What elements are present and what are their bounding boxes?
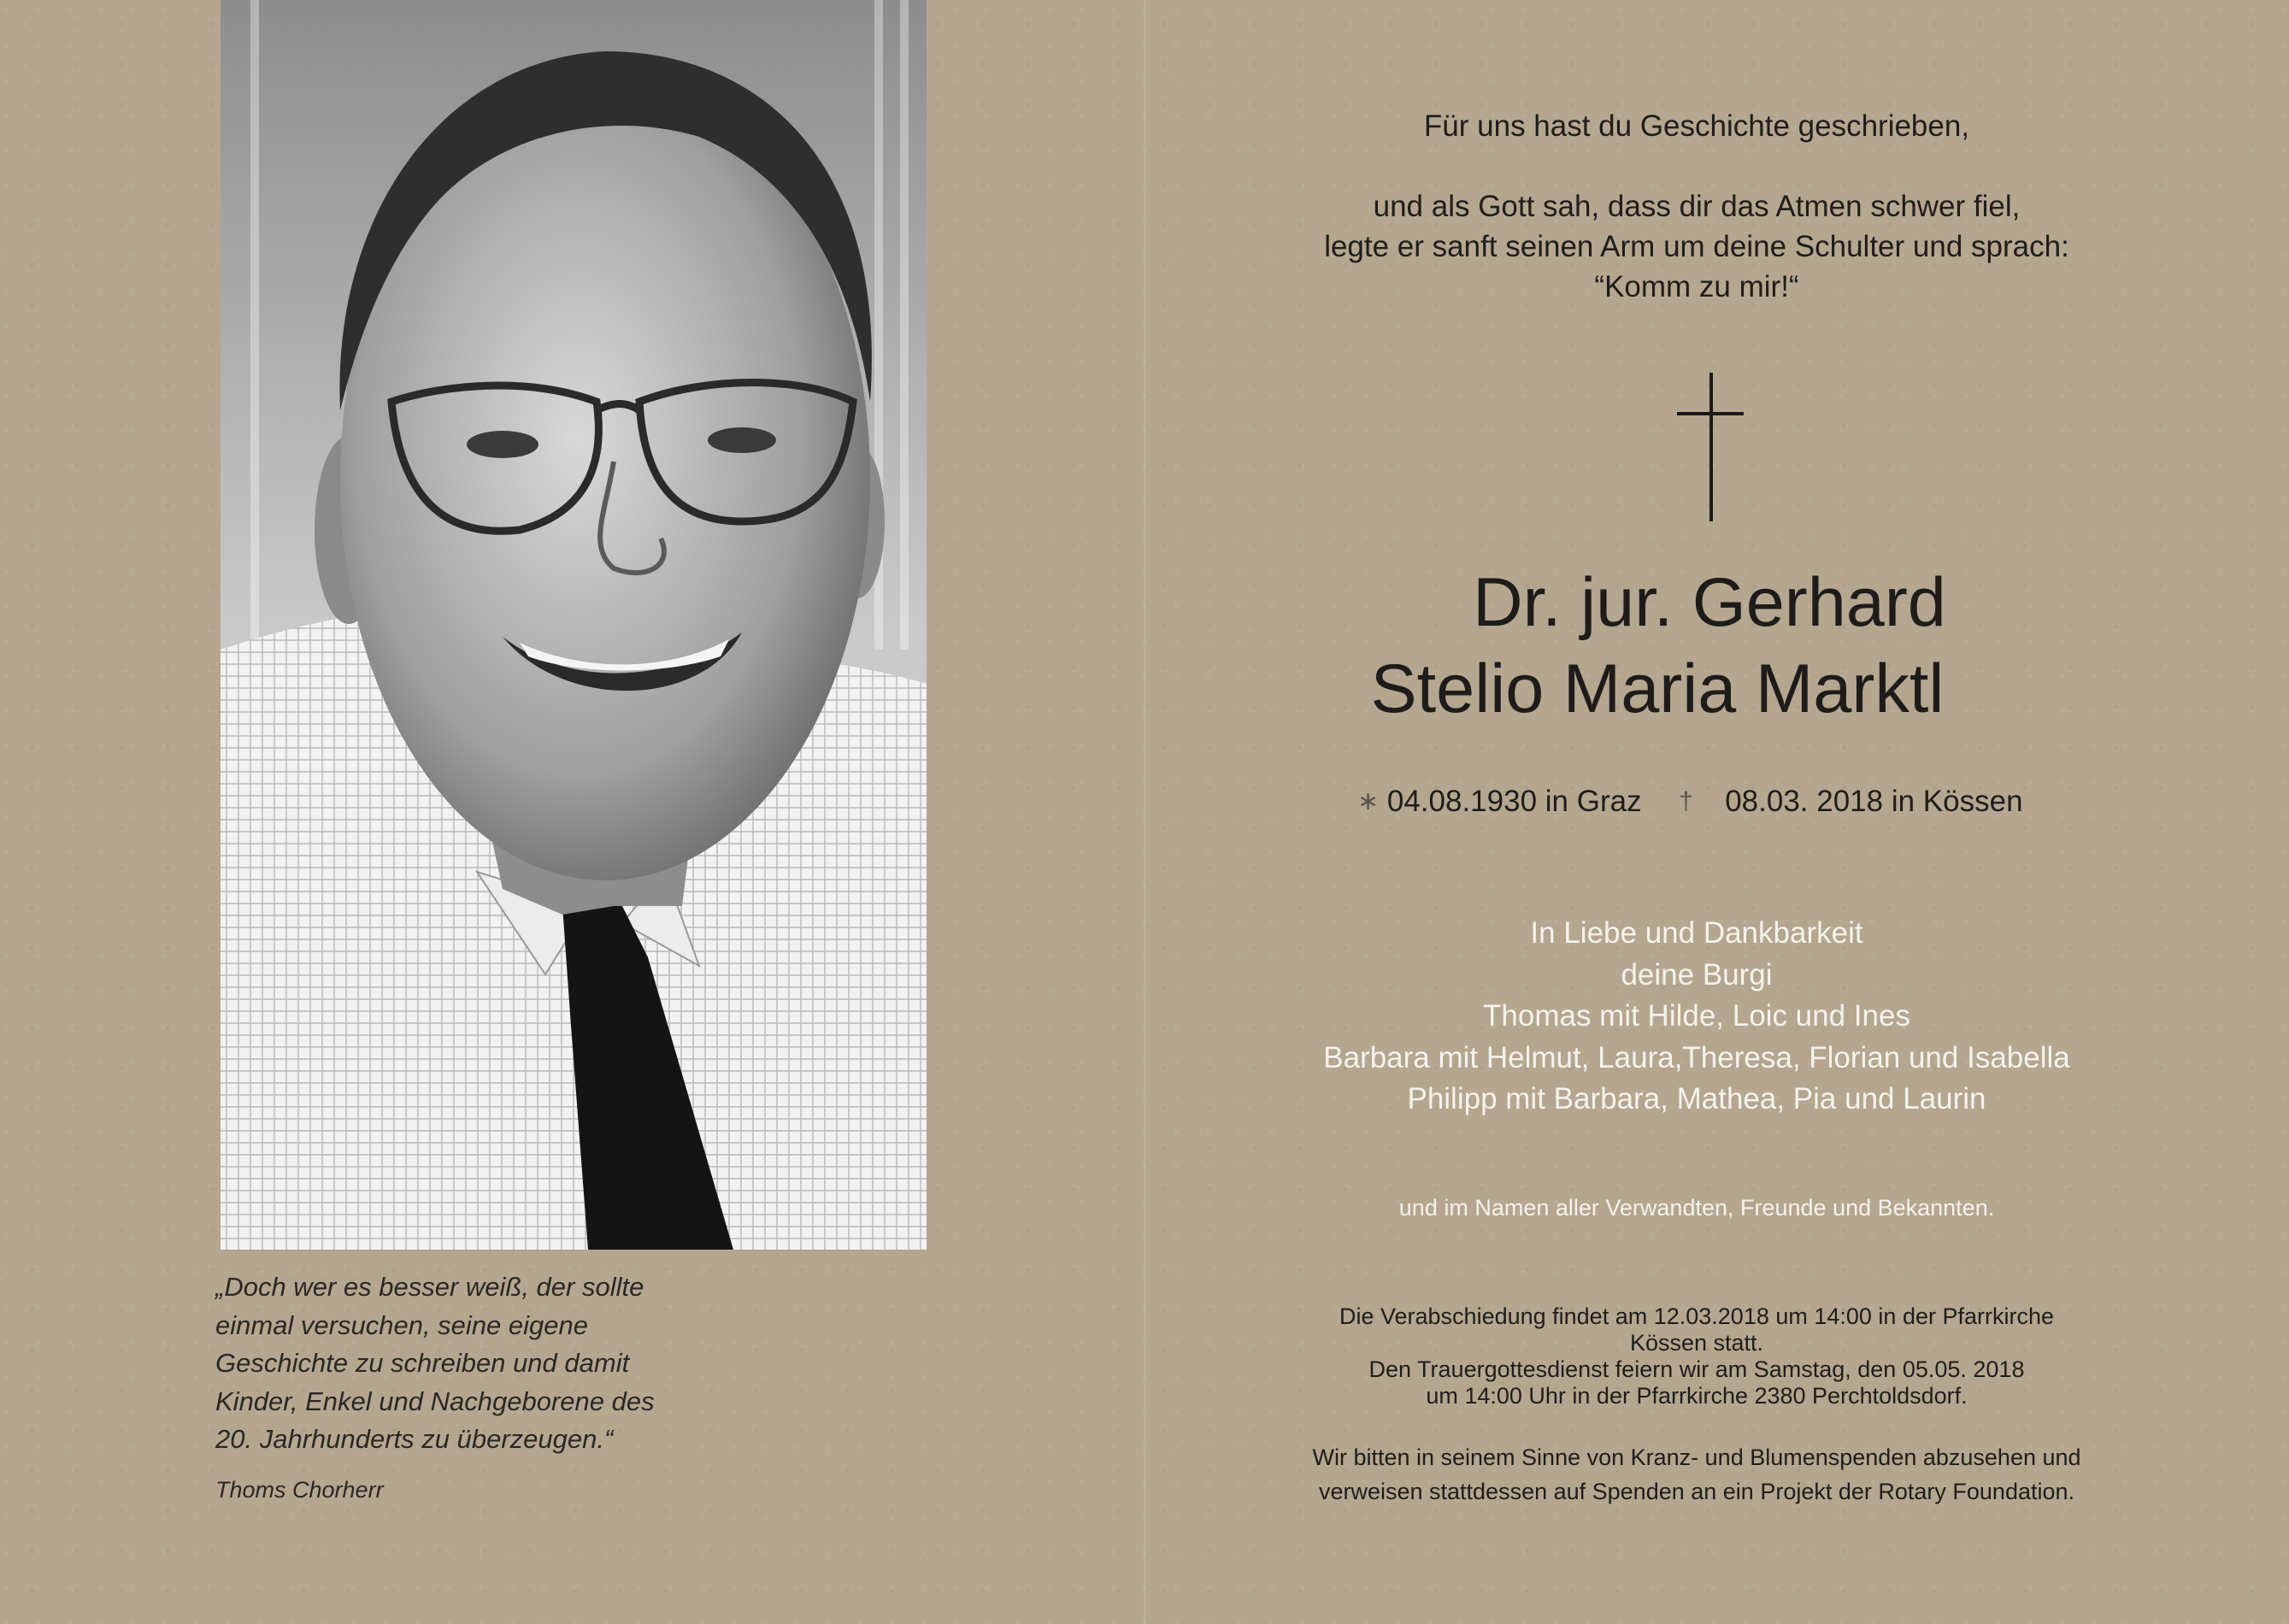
poem-line-4: “Komm zu mir!“ xyxy=(1594,270,1799,303)
quote-line: einmal versuchen, seine eigene xyxy=(215,1309,588,1340)
service-line: Kössen statt. xyxy=(1629,1330,1764,1356)
family-line: In Liebe und Dankbarkeit xyxy=(1530,916,1863,950)
donation-note xyxy=(1248,1440,2145,1509)
deceased-name xyxy=(1248,560,2145,733)
donation-line: verweisen stattdessen auf Spenden an ein Projekt der Rotary Foundation. xyxy=(1318,1479,2075,1504)
relatives-note: und im Namen aller Verwandten, Freunde und Bekannten. xyxy=(1398,1195,1995,1221)
birth-star-icon: ∗ xyxy=(1357,787,1380,815)
death-cross-icon: † xyxy=(1679,787,1693,815)
poem-line-3: legte er sanft seinen Arm um deine Schulter und sprach: xyxy=(1324,230,2069,263)
portrait-photo xyxy=(221,0,927,1250)
quote-line: „Doch wer es besser weiß, der sollte xyxy=(215,1272,644,1302)
quote-block xyxy=(215,1268,694,1459)
life-dates xyxy=(1357,785,2023,819)
quote-line: Kinder, Enkel und Nachgeborene des xyxy=(215,1386,655,1416)
family-line: Philipp mit Barbara, Mathea, Pia und Laurin xyxy=(1407,1082,1986,1115)
paper-fold xyxy=(1144,0,1146,1624)
death-date: 08.03. 2018 in Kössen xyxy=(1725,785,2023,818)
service-line: um 14:00 Uhr in der Pfarrkirche 2380 Perchtoldsdorf. xyxy=(1426,1383,1968,1409)
family-line: Thomas mit Hilde, Loic und Ines xyxy=(1483,999,1910,1033)
quote-line: 20. Jahrhunderts zu überzeugen.“ xyxy=(215,1424,614,1454)
poem-line-1: Für uns hast du Geschichte geschrieben, xyxy=(1423,109,1970,143)
donation-line: Wir bitten in seinem Sinne von Kranz- und Blumenspenden abzusehen und xyxy=(1312,1445,2081,1470)
quote-line: Geschichte zu schreiben und damit xyxy=(215,1348,630,1378)
family-list xyxy=(1248,913,2145,1121)
poem xyxy=(1248,106,2145,307)
poem-line-2: und als Gott sah, dass dir das Atmen schwer fiel, xyxy=(1373,190,2021,223)
service-line: Den Trauergottesdienst feiern wir am Samstag, den 05.05. 2018 xyxy=(1368,1356,2025,1382)
service-info xyxy=(1248,1303,2145,1409)
family-line: Barbara mit Helmut, Laura,Theresa, Florian und Isabella xyxy=(1323,1040,2070,1074)
name-line-1: Dr. jur. Gerhard xyxy=(1473,564,1946,641)
quote-author: Thoms Chorherr xyxy=(215,1477,384,1503)
family-line: deine Burgi xyxy=(1621,957,1773,991)
cross-icon xyxy=(1677,373,1744,521)
name-line-2: Stelio Maria Marktl xyxy=(1370,650,1945,727)
birth-date: 04.08.1930 in Graz xyxy=(1386,785,1642,818)
service-line: Die Verabschiedung findet am 12.03.2018 um 14:00 in der Pfarrkirche xyxy=(1339,1303,2054,1329)
